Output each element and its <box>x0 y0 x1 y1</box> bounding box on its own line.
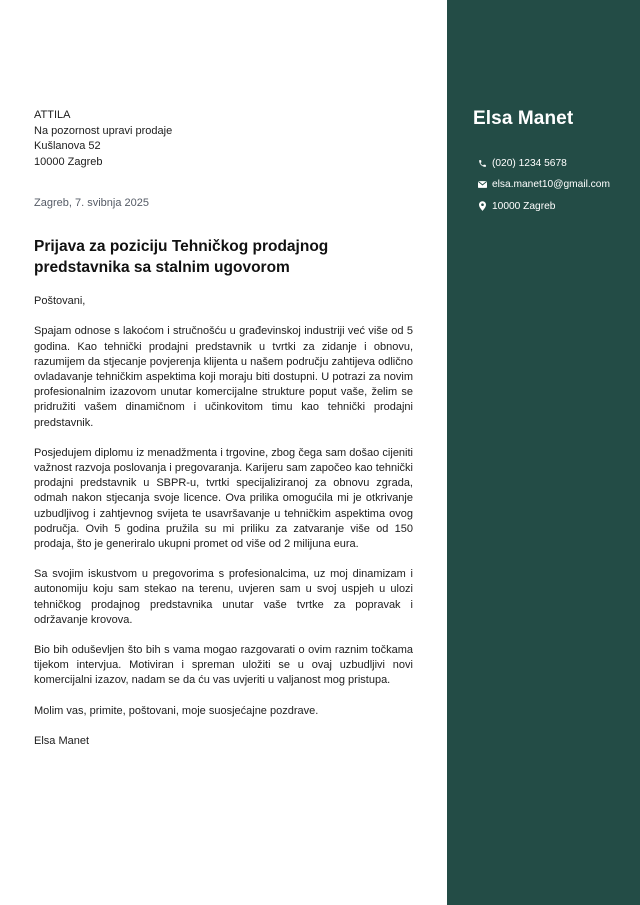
letter-date: Zagreb, 7. svibnja 2025 <box>34 197 149 209</box>
location-pin-icon <box>475 201 489 211</box>
contact-email <box>475 178 610 192</box>
paragraph-4: Bio bih oduševljen što bih s vama mogao razgovarati o ovim raznim točkama tijekom intervjua. Motiviran i spreman uložiti se u ovaj uzbudljivi novi komercijalni izazov, nadam se da ću vas uvjeriti u valjanost mog pristupa. <box>34 644 413 687</box>
paragraph-2: Posjedujem diplomu iz menadžmenta i trgovine, zbog čega sam došao cijeniti važnost razvoja poslovanja i pregovaranja. Karijeru sam započeo kao tehnički prodajni predstavnik u SBPR-u, tvrtki specijaliziranoj za obnovu zgrada, odmah nakon stjecanja svoje licence. Ova prilika omogućila mi je otkrivanje uzbudljivog i zahtjevnog svijeta te usavršavanje u tehničkim aspektima ovog područja. Ovih 5 godina pružila su mi priliku za zatvaranje više od 150 prodaja, što je generiralo ukupni promet od više od 2 milijuna eura. <box>34 446 413 551</box>
paragraph-1: Spajam odnose s lakoćom i stručnošću u građevinskoj industriji već više od 5 godina. Kao tehnički prodajni predstavnik u tvrtki za zidanje i obnovu, razumijem da stjecanje povjerenja klijenta u našem području zahtijeva odlično ovladavanje tehničkim aspektima koji moraju biti dostupni. U potrazi za novim profesionalnim izazovom unutar komercijalne strukture poput vaše, želim se pridružiti vašem dinamičnom i učinkovitom timu kao tehnički prodajni predstavnik. <box>34 325 413 429</box>
recipient-company: ATTILA <box>34 109 71 121</box>
contact-list <box>475 156 610 221</box>
sender-name: Elsa Manet <box>473 108 574 129</box>
letter-signature: Elsa Manet <box>34 734 90 747</box>
recipient-attention: Na pozornost upravi prodaje <box>34 124 173 137</box>
contact-location <box>475 199 610 213</box>
letter-greeting: Poštovani, <box>34 295 86 308</box>
envelope-icon <box>475 181 489 188</box>
recipient-city: 10000 Zagreb <box>34 155 103 168</box>
recipient-address <box>34 108 413 170</box>
paragraph-3: Sa svojim iskustvom u pregovorima s profesionalcima, uz moj dinamizam i autonomiju koju sam stekao na terenu, uvjeren sam u svoj uspjeh u ulozi tehničkog prodajnog predstavnika unutar vaše tvrtke za popravak i održavanje krovova. <box>34 568 413 626</box>
contact-phone-text: (020) 1234 5678 <box>492 157 567 169</box>
letter-closing: Molim vas, primite, poštovani, moje suosjećajne pozdrave. <box>34 704 319 717</box>
contact-location-text: 10000 Zagreb <box>492 200 556 212</box>
letter-body <box>34 108 413 749</box>
phone-icon <box>475 159 489 168</box>
letter-subject: Prijava za poziciju Tehničkog prodajnog predstavnika sa stalnim ugovorom <box>34 238 329 276</box>
contact-phone <box>475 156 610 170</box>
recipient-street: Kušlanova 52 <box>34 140 101 152</box>
contact-email-text: elsa.manet10@gmail.com <box>492 179 610 190</box>
contact-sidebar <box>447 0 640 905</box>
